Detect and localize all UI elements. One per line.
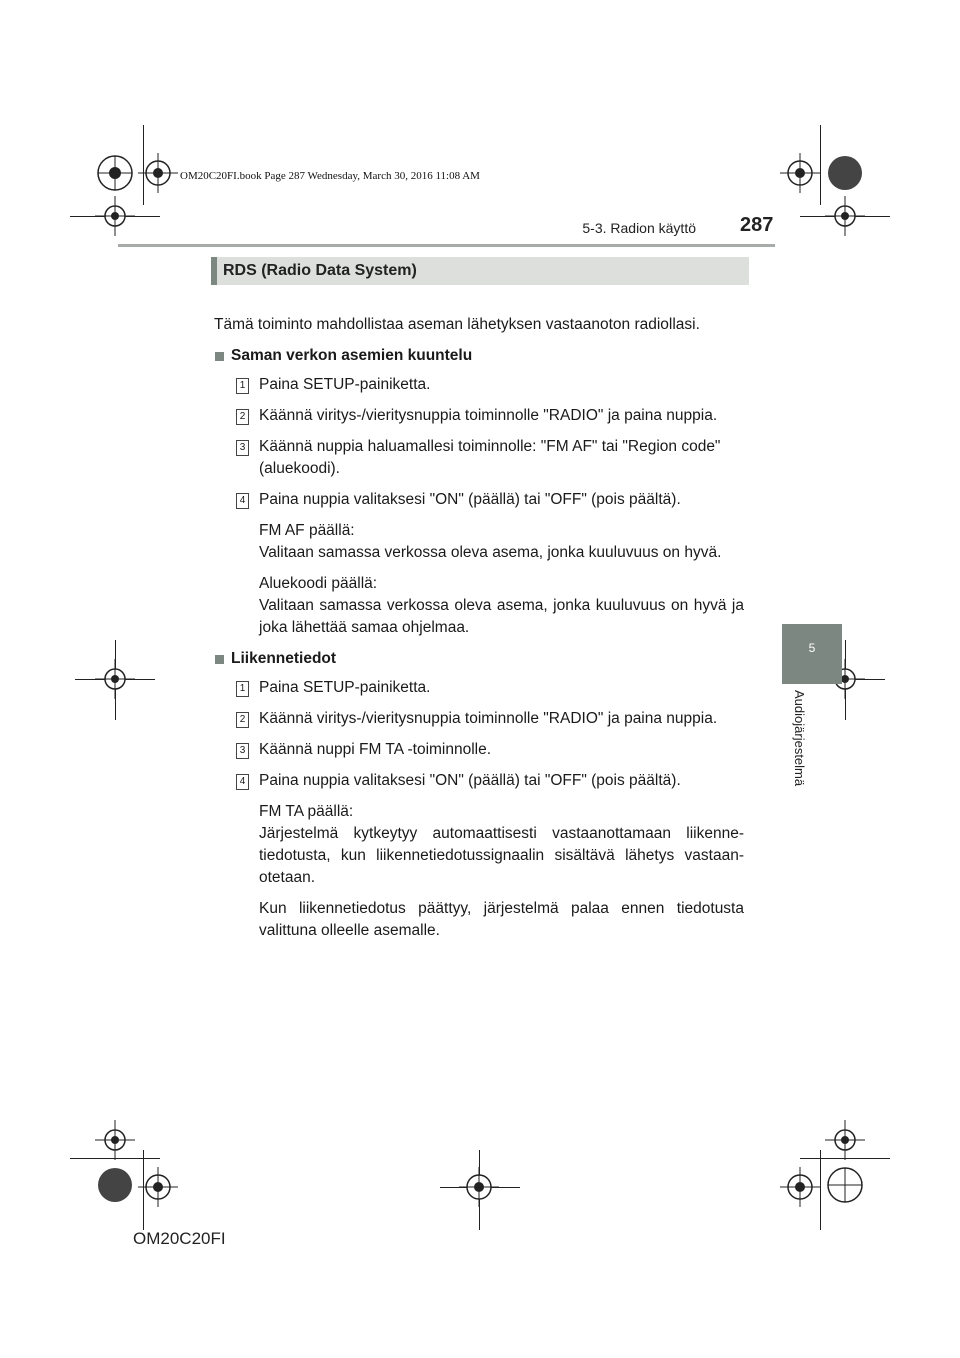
registration-mark-icon bbox=[825, 1120, 865, 1160]
note-block bbox=[214, 573, 744, 639]
note-title: FM AF päällä: bbox=[259, 522, 355, 539]
registration-mark-icon bbox=[780, 153, 820, 193]
square-bullet-icon bbox=[215, 352, 224, 361]
step-number: 4 bbox=[236, 774, 249, 790]
step-text: Käännä viritys-/vieritysnuppia toiminnolle "RADIO" ja paina nuppia. bbox=[259, 407, 718, 424]
page-number: 287 bbox=[740, 214, 774, 236]
note-block bbox=[214, 898, 744, 942]
step-item bbox=[214, 374, 744, 396]
square-bullet-icon bbox=[215, 655, 224, 664]
step-item bbox=[214, 405, 744, 427]
note-title: Aluekoodi päällä: bbox=[259, 575, 378, 592]
header-rule bbox=[118, 244, 775, 247]
chapter-number: 5 bbox=[808, 641, 816, 655]
registration-mark-icon bbox=[95, 659, 135, 699]
registration-mark-icon bbox=[95, 153, 135, 193]
chapter-tab bbox=[782, 624, 842, 684]
step-text: Paina nuppia valitaksesi "ON" (päällä) tai "OFF" (pois päältä). bbox=[259, 491, 681, 508]
registration-mark-icon bbox=[825, 153, 865, 193]
registration-mark-icon bbox=[95, 1165, 135, 1205]
subheading-text: Liikennetiedot bbox=[231, 650, 337, 667]
step-number: 4 bbox=[236, 493, 249, 509]
chapter-label: Audiojärjestelmä bbox=[792, 690, 807, 787]
book-info-line: OM20C20FI.book Page 287 Wednesday, March 30, 2016 11:08 AM bbox=[180, 170, 480, 182]
step-item bbox=[214, 770, 744, 792]
step-number: 3 bbox=[236, 743, 249, 759]
step-item bbox=[214, 677, 744, 699]
note-body: Valitaan samassa verkossa oleva asema, jonka kuuluvuus on hyvä ja joka lähettää samaa ohjelmaa. bbox=[259, 597, 744, 636]
section-label: 5-3. Radion käyttö bbox=[582, 220, 696, 236]
step-text: Käännä nuppia haluamallesi toiminnolle: "FM AF" tai "Region code" (aluekoodi). bbox=[259, 438, 721, 477]
note-block bbox=[214, 801, 744, 889]
intro-text: Tämä toiminto mahdollistaa aseman lähetyksen vastaanoton radiollasi. bbox=[214, 316, 700, 333]
registration-mark-icon bbox=[459, 1167, 499, 1207]
registration-mark-icon bbox=[825, 196, 865, 236]
step-number: 1 bbox=[236, 681, 249, 697]
step-item bbox=[214, 708, 744, 730]
note-body: Valitaan samassa verkossa oleva asema, jonka kuuluvuus on hyvä. bbox=[259, 544, 722, 561]
step-item bbox=[214, 489, 744, 511]
step-number: 2 bbox=[236, 409, 249, 425]
registration-mark-icon bbox=[138, 153, 178, 193]
step-number: 1 bbox=[236, 378, 249, 394]
step-item bbox=[214, 739, 744, 761]
step-number: 2 bbox=[236, 712, 249, 728]
step-number: 3 bbox=[236, 440, 249, 456]
step-text: Käännä nuppi FM TA -toiminnolle. bbox=[259, 741, 492, 758]
note-body: Järjestelmä kytkeytyy automaattisesti vastaanottamaan liikenne-tiedotusta, kun liikennetiedotussignaalin sisältävä lähetys vastaan-otetaan. bbox=[259, 825, 744, 886]
step-item bbox=[214, 436, 744, 480]
note-block bbox=[214, 520, 744, 564]
registration-mark-icon bbox=[138, 1167, 178, 1207]
note-body: Kun liikennetiedotus päättyy, järjestelmä palaa ennen tiedotusta valittuna olleelle asemalle. bbox=[259, 900, 744, 939]
footer-code: OM20C20FI bbox=[133, 1229, 226, 1248]
subheading bbox=[214, 648, 744, 670]
subheading-text: Saman verkon asemien kuuntelu bbox=[231, 347, 473, 364]
section-title: RDS (Radio Data System) bbox=[211, 257, 749, 285]
subheading bbox=[214, 345, 744, 367]
note-title: FM TA päällä: bbox=[259, 803, 354, 820]
step-text: Paina SETUP-painiketta. bbox=[259, 376, 431, 393]
registration-mark-icon bbox=[95, 196, 135, 236]
step-text: Paina SETUP-painiketta. bbox=[259, 679, 431, 696]
page-content bbox=[214, 314, 744, 951]
registration-mark-icon bbox=[780, 1167, 820, 1207]
registration-mark-icon bbox=[825, 1165, 865, 1205]
step-text: Käännä viritys-/vieritysnuppia toiminnolle "RADIO" ja paina nuppia. bbox=[259, 710, 718, 727]
registration-mark-icon bbox=[95, 1120, 135, 1160]
step-text: Paina nuppia valitaksesi "ON" (päällä) tai "OFF" (pois päältä). bbox=[259, 772, 681, 789]
